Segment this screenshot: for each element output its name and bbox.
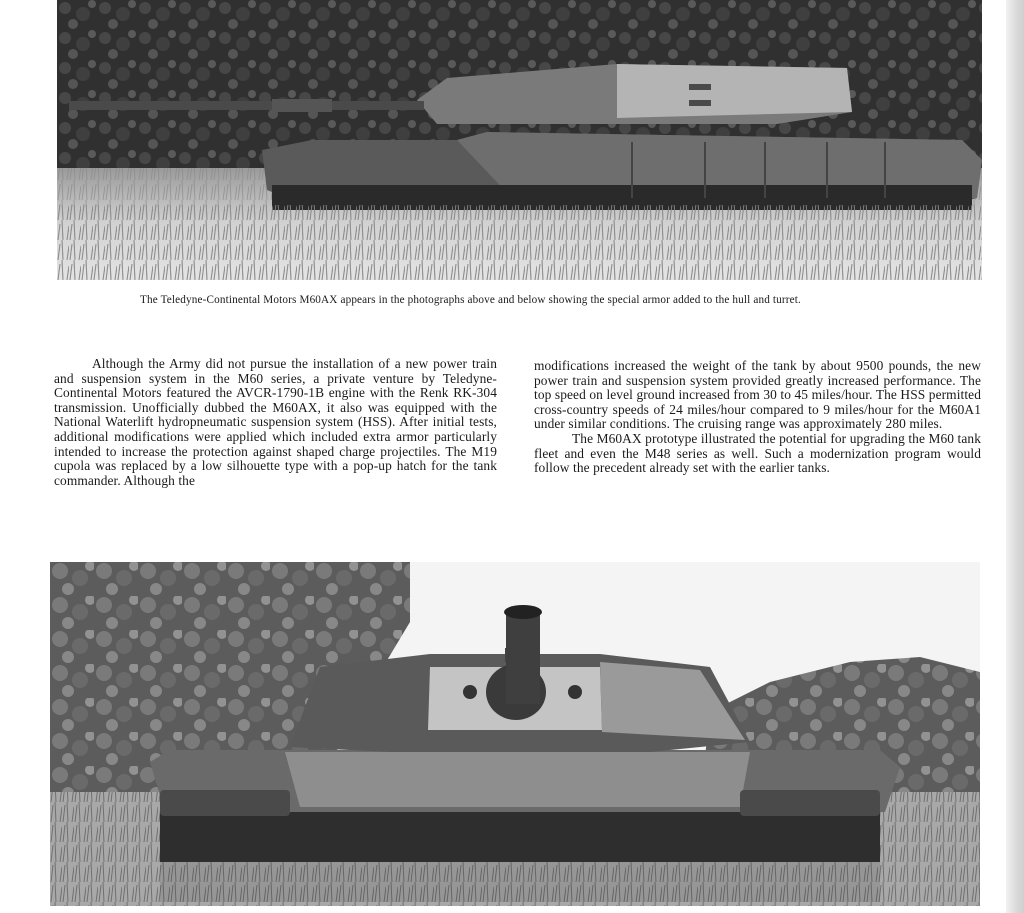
body-paragraph: The M60AX prototype illustrated the potential for upgrading the M60 tank fleet and even the M48 series as well. Such a modernization program would follow the precedent already set with the earlier tanks. xyxy=(534,430,981,476)
page-edge-shadow xyxy=(1006,0,1024,913)
body-text-left-column xyxy=(54,357,497,488)
tank-side-photo xyxy=(57,0,982,280)
body-text-right-column xyxy=(534,359,981,476)
body-paragraph: Although the Army did not pursue the installation of a new power train and suspension system in the M60 series, a private venture by Teledyne-Continental Motors featured the AVCR-1790-1B engine with the Renk RK-304 transmission. Unofficially dubbed the M60AX, it also was equipped with the National Waterlift hydropneumatic suspension system (HSS). After initial tests, additional modifications were applied which included extra armor particularly intended to increase the protection against shaped charge projectiles. The M19 cupola was replaced by a low silhouette type with a pop-up hatch for the tank commander. Although the xyxy=(54,356,497,488)
tank-front-photo xyxy=(50,562,980,906)
body-paragraph: modifications increased the weight of the tank by about 9500 pounds, the new power train and suspension system provided greatly increased performance. The top speed on level ground increased from 30 to 45 miles/hour. The HSS permitted cross-country speeds of 24 miles/hour compared to 9 miles/hour for the M60A1 under similar conditions. The cruising range was approximately 280 miles. xyxy=(534,358,981,432)
photo-caption: The Teledyne-Continental Motors M60AX appears in the photographs above and below showing the special armor added to the hull and turret. xyxy=(140,294,801,306)
